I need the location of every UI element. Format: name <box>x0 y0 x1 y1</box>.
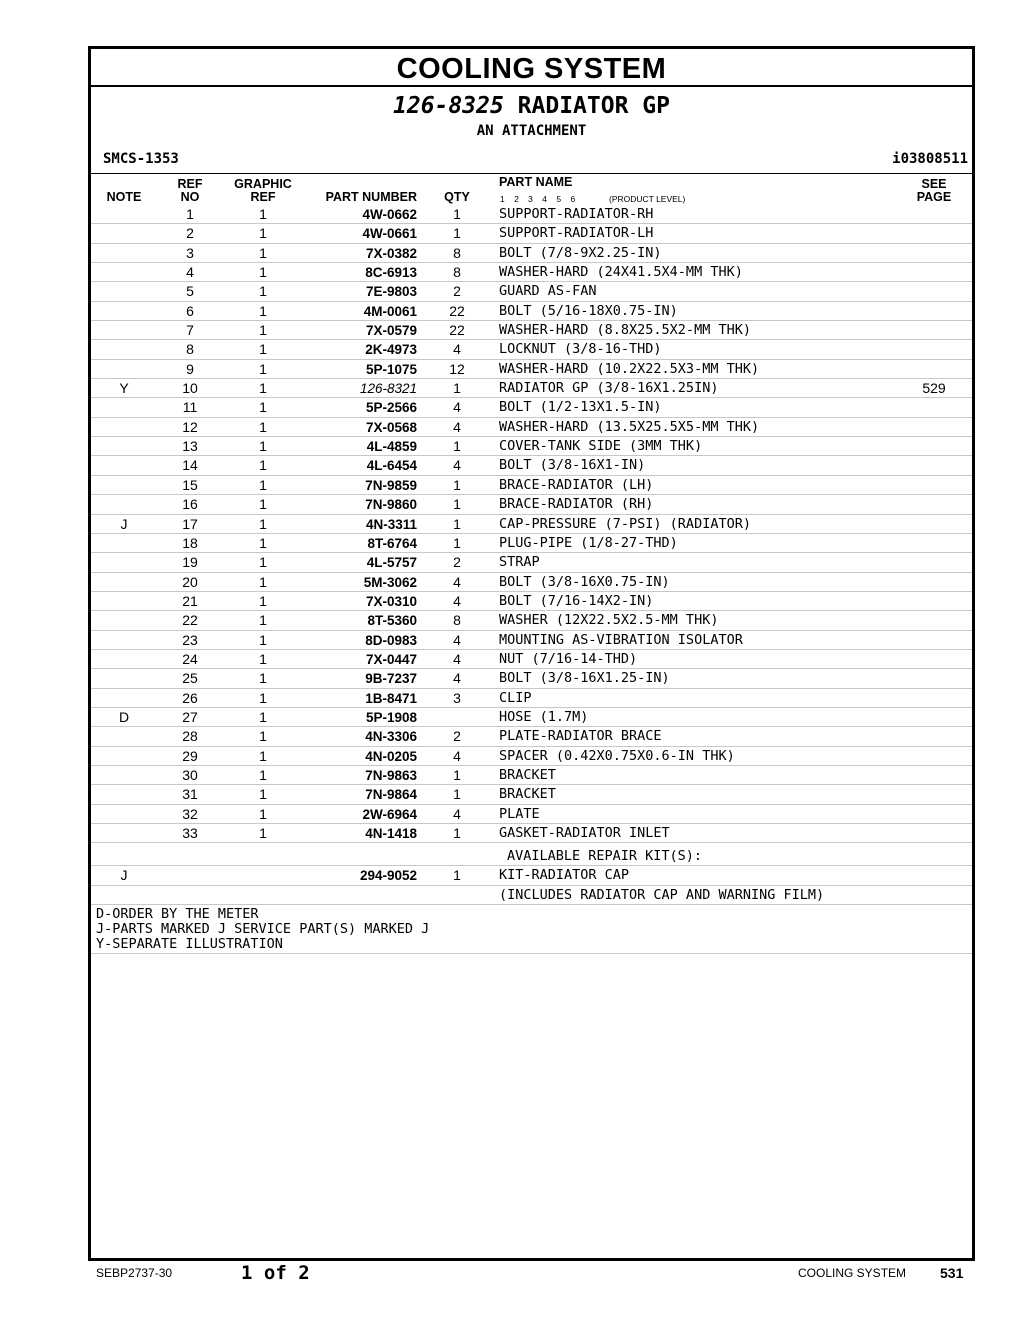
part-name-cell: BRACKET <box>499 786 556 803</box>
part-number-cell[interactable]: 7X-0579 <box>365 323 417 339</box>
part-name-cell: MOUNTING AS-VIBRATION ISOLATOR <box>499 631 743 648</box>
part-number-cell[interactable]: 5P-1908 <box>365 709 417 725</box>
col-product-level-nums: 1 2 3 4 5 6 <box>500 194 576 204</box>
part-number-cell[interactable]: 7X-0447 <box>365 651 417 667</box>
qty-cell: 1 <box>453 825 461 841</box>
part-name-cell: SUPPORT-RADIATOR-RH <box>499 206 654 222</box>
graphic-ref-cell: 1 <box>259 399 267 416</box>
part-number-cell[interactable]: 4N-3306 <box>365 729 417 745</box>
ref-no-cell: 24 <box>182 650 198 667</box>
table-row <box>91 437 972 456</box>
graphic-ref-cell: 1 <box>259 786 267 803</box>
ref-no-cell: 2 <box>186 225 194 242</box>
table-row <box>91 379 972 398</box>
qty-cell: 2 <box>453 554 461 571</box>
part-number-cell[interactable]: 7E-9803 <box>365 284 417 300</box>
qty-cell: 4 <box>453 592 461 609</box>
ref-no-cell: 10 <box>182 380 198 397</box>
part-number-cell[interactable]: 8T-5360 <box>367 613 417 629</box>
part-name-cell: RADIATOR GP (3/8-16X1.25IN) <box>499 380 719 397</box>
part-name-cell: BRACE-RADIATOR (RH) <box>499 496 654 513</box>
part-number-cell[interactable]: 8C-6913 <box>365 265 417 281</box>
part-number-cell[interactable]: 2W-6964 <box>362 806 417 822</box>
note-j: J-PARTS MARKED J SERVICE PART(S) MARKED J <box>96 921 430 938</box>
col-ref-top: REF <box>177 177 203 191</box>
part-number-cell[interactable]: 4N-1418 <box>365 826 417 841</box>
graphic-ref-cell: 1 <box>259 766 267 783</box>
graphic-ref-cell: 1 <box>259 670 267 687</box>
qty-cell: 22 <box>449 302 465 319</box>
graphic-ref-cell: 1 <box>259 592 267 609</box>
graphic-ref-cell: 1 <box>259 438 267 455</box>
graphic-ref-cell: 1 <box>259 650 267 667</box>
ref-no-cell: 25 <box>182 670 198 687</box>
table-row <box>91 398 972 417</box>
col-graphic-top: GRAPHIC <box>234 177 292 191</box>
ref-no-cell: 26 <box>182 689 198 706</box>
part-number-cell[interactable]: 4M-0061 <box>363 303 417 319</box>
qty-cell: 2 <box>453 728 461 745</box>
graphic-ref-cell: 1 <box>259 573 267 590</box>
header-divider <box>91 173 972 174</box>
graphic-ref-cell: 1 <box>259 515 267 532</box>
graphic-ref-cell: 1 <box>259 825 267 841</box>
table-row <box>91 282 972 301</box>
graphic-ref-cell: 1 <box>259 225 267 242</box>
table-row <box>91 495 972 514</box>
part-name-cell: CAP-PRESSURE (7-PSI) (RADIATOR) <box>499 515 751 532</box>
illustration-id: i03808511 <box>892 151 968 167</box>
table-row <box>91 340 972 359</box>
graphic-ref-cell: 1 <box>259 805 267 822</box>
part-number-cell[interactable]: 4W-0661 <box>362 226 417 242</box>
part-name-cell: SPACER (0.42X0.75X0.6-IN THK) <box>499 747 735 764</box>
col-graphic-bottom: REF <box>250 190 276 204</box>
part-name-cell: BOLT (7/16-14X2-IN) <box>499 592 654 609</box>
part-number-cell[interactable]: 4W-0662 <box>362 207 417 222</box>
repair-kit-includes: (INCLUDES RADIATOR CAP AND WARNING FILM) <box>499 886 825 903</box>
qty-cell: 1 <box>453 766 461 783</box>
repair-kit-qty: 1 <box>453 867 461 884</box>
parts-page-frame <box>88 46 975 1261</box>
repair-kit-part-number[interactable]: 294-9052 <box>359 868 417 884</box>
part-name-cell: CLIP <box>499 689 532 706</box>
qty-cell: 1 <box>453 786 461 803</box>
graphic-ref-cell: 1 <box>259 244 267 261</box>
table-row <box>91 418 972 437</box>
table-row <box>91 766 972 785</box>
ref-no-cell: 28 <box>182 728 198 745</box>
graphic-ref-cell: 1 <box>259 418 267 435</box>
section-title: COOLING SYSTEM <box>91 49 972 87</box>
ref-no-cell: 23 <box>182 631 198 648</box>
part-number-cell[interactable]: 1B-8471 <box>365 690 417 706</box>
part-name-cell: BRACKET <box>499 766 556 783</box>
part-name-cell: WASHER (12X22.5X2.5-MM THK) <box>499 612 719 629</box>
part-name-cell: WASHER-HARD (24X41.5X4-MM THK) <box>499 264 743 281</box>
smcs-code: SMCS-1353 <box>103 151 179 167</box>
ref-no-cell: 5 <box>186 283 194 300</box>
table-row <box>91 534 972 553</box>
graphic-ref-cell: 1 <box>259 534 267 551</box>
repair-kit-row <box>91 866 972 885</box>
col-ref-bottom: NO <box>180 190 200 204</box>
attachment-label: AN ATTACHMENT <box>476 123 587 139</box>
ref-no-cell: 11 <box>182 399 198 416</box>
footer-section: COOLING SYSTEM <box>798 1266 907 1280</box>
part-number-cell[interactable]: 7X-0382 <box>365 245 417 261</box>
repair-kit-name: KIT-RADIATOR CAP <box>499 867 630 884</box>
qty-cell: 1 <box>453 206 461 222</box>
part-name-cell: BRACE-RADIATOR (LH) <box>499 476 654 493</box>
ref-no-cell: 27 <box>182 708 198 725</box>
qty-cell: 1 <box>453 476 461 493</box>
graphic-ref-cell: 1 <box>259 457 267 474</box>
ref-no-cell: 32 <box>182 805 198 822</box>
graphic-ref-cell: 1 <box>259 206 267 222</box>
part-name-cell: NUT (7/16-14-THD) <box>499 650 638 667</box>
qty-cell: 4 <box>453 457 461 474</box>
parts-table <box>91 205 972 954</box>
table-row <box>91 727 972 746</box>
qty-cell: 1 <box>453 438 461 455</box>
qty-cell: 4 <box>453 631 461 648</box>
qty-cell: 12 <box>449 360 465 377</box>
part-number-cell[interactable]: 4L-6454 <box>366 458 417 474</box>
table-row <box>91 553 972 572</box>
footer-page-of: 1 of 2 <box>241 1262 310 1284</box>
part-number-cell[interactable]: 2K-4973 <box>365 342 417 358</box>
part-name-cell: COVER-TANK SIDE (3MM THK) <box>499 438 703 455</box>
part-name-cell: BOLT (5/16-18X0.75-IN) <box>499 302 678 319</box>
part-number-cell[interactable]: 4L-5757 <box>366 555 417 571</box>
part-number-cell[interactable]: 7N-9860 <box>365 497 417 513</box>
ref-no-cell: 20 <box>182 573 198 590</box>
part-number-cell[interactable]: 4L-4859 <box>366 439 417 455</box>
col-part-number: PART NUMBER <box>325 190 417 204</box>
group-number: 126-8325 <box>393 93 504 119</box>
part-name-cell: STRAP <box>499 554 540 571</box>
graphic-ref-cell: 1 <box>259 496 267 513</box>
part-name-cell: PLUG-PIPE (1/8-27-THD) <box>499 534 678 551</box>
part-name-cell: BOLT (7/8-9X2.25-IN) <box>499 244 662 261</box>
note-y: Y-SEPARATE ILLUSTRATION <box>96 936 283 953</box>
part-name-cell: BOLT (3/8-16X0.75-IN) <box>499 573 670 590</box>
table-row <box>91 244 972 263</box>
part-name-cell: WASHER-HARD (13.5X25.5X5-MM THK) <box>499 418 760 435</box>
ref-no-cell: 19 <box>182 554 198 571</box>
part-number-cell[interactable]: 5P-1075 <box>365 361 417 377</box>
graphic-ref-cell: 1 <box>259 728 267 745</box>
graphic-ref-cell: 1 <box>259 360 267 377</box>
qty-cell: 1 <box>453 515 461 532</box>
col-qty: QTY <box>444 190 470 204</box>
table-row <box>91 224 972 243</box>
ref-no-cell: 13 <box>182 438 198 455</box>
part-name-cell: WASHER-HARD (10.2X22.5X3-MM THK) <box>499 360 760 377</box>
qty-cell: 4 <box>453 650 461 667</box>
ref-no-cell: 1 <box>186 206 194 222</box>
part-number-cell[interactable]: 8T-6764 <box>367 535 417 551</box>
graphic-ref-cell: 1 <box>259 283 267 300</box>
qty-cell: 8 <box>453 244 461 261</box>
qty-cell: 4 <box>453 399 461 416</box>
qty-cell: 4 <box>453 573 461 590</box>
ref-no-cell: 18 <box>182 534 198 551</box>
see-page-cell[interactable]: 529 <box>922 380 946 397</box>
table-row <box>91 747 972 766</box>
ref-no-cell: 8 <box>186 341 194 358</box>
ref-no-cell: 3 <box>186 244 194 261</box>
part-number-cell[interactable]: 8D-0983 <box>365 632 417 648</box>
col-product-level: (PRODUCT LEVEL) <box>609 194 686 204</box>
footer-page-number: 531 <box>940 1265 964 1281</box>
graphic-ref-cell: 1 <box>259 708 267 725</box>
ref-no-cell: 17 <box>182 515 198 532</box>
qty-cell: 4 <box>453 670 461 687</box>
part-name-cell: HOSE (1.7M) <box>499 708 589 725</box>
ref-no-cell: 9 <box>186 360 194 377</box>
table-row <box>91 785 972 804</box>
graphic-ref-cell: 1 <box>259 302 267 319</box>
table-row <box>91 689 972 708</box>
ref-no-cell: 15 <box>182 476 198 493</box>
ref-no-cell: 6 <box>186 302 194 319</box>
note-d: D-ORDER BY THE METER <box>96 906 259 923</box>
notes-legend <box>91 905 972 954</box>
part-name-cell: BOLT (3/8-16X1.25-IN) <box>499 670 670 687</box>
part-name-cell: BOLT (3/8-16X1-IN) <box>499 457 646 474</box>
table-row <box>91 321 972 340</box>
ref-no-cell: 29 <box>182 747 198 764</box>
qty-cell: 4 <box>453 805 461 822</box>
part-name-cell: PLATE-RADIATOR BRACE <box>499 728 662 745</box>
part-number-cell[interactable]: 4N-3311 <box>365 516 417 532</box>
note-cell: Y <box>119 380 129 397</box>
table-row <box>91 302 972 321</box>
table-row <box>91 708 972 727</box>
note-cell: J <box>120 515 128 532</box>
table-row <box>91 573 972 592</box>
qty-cell: 4 <box>453 418 461 435</box>
qty-cell: 2 <box>453 283 461 300</box>
part-name-cell: GASKET-RADIATOR INLET <box>499 825 670 841</box>
ref-no-cell: 21 <box>182 592 198 609</box>
part-name-cell: WASHER-HARD (8.8X25.5X2-MM THK) <box>499 322 751 339</box>
col-see-bottom: PAGE <box>916 190 952 204</box>
col-part-name: PART NAME <box>499 175 573 189</box>
qty-cell: 1 <box>453 380 461 397</box>
graphic-ref-cell: 1 <box>259 322 267 339</box>
part-name-cell: PLATE <box>499 805 540 822</box>
table-row <box>91 456 972 475</box>
qty-cell: 22 <box>449 322 465 339</box>
table-row <box>91 360 972 379</box>
qty-cell: 1 <box>453 534 461 551</box>
ref-no-cell: 7 <box>186 322 194 339</box>
graphic-ref-cell: 1 <box>259 341 267 358</box>
ref-no-cell: 12 <box>182 418 198 435</box>
repair-kit-includes-row <box>91 886 972 905</box>
table-row <box>91 631 972 650</box>
ref-no-cell: 31 <box>182 786 198 803</box>
ref-no-cell: 4 <box>186 264 194 281</box>
group-name: RADIATOR GP <box>517 93 670 119</box>
part-name-cell: LOCKNUT (3/8-16-THD) <box>499 341 662 358</box>
part-number-cell[interactable]: 7N-9864 <box>365 787 417 803</box>
ref-no-cell: 14 <box>182 457 198 474</box>
part-number-cell[interactable]: 5M-3062 <box>363 574 417 590</box>
table-row <box>91 650 972 669</box>
group-title <box>91 93 972 119</box>
graphic-ref-cell: 1 <box>259 689 267 706</box>
part-number-cell[interactable]: 7N-9863 <box>365 767 417 783</box>
graphic-ref-cell: 1 <box>259 747 267 764</box>
table-row <box>91 669 972 688</box>
note-cell: D <box>118 708 130 725</box>
part-name-cell: BOLT (1/2-13X1.5-IN) <box>499 399 662 416</box>
qty-cell: 4 <box>453 341 461 358</box>
ref-no-cell: 33 <box>182 825 198 841</box>
graphic-ref-cell: 1 <box>259 612 267 629</box>
repair-kit-heading-row <box>91 843 972 866</box>
table-row <box>91 263 972 282</box>
part-number-cell[interactable]: 126-8321 <box>359 381 417 397</box>
graphic-ref-cell: 1 <box>259 264 267 281</box>
qty-cell: 3 <box>453 689 461 706</box>
ref-no-cell: 16 <box>182 496 198 513</box>
part-number-cell[interactable]: 7N-9859 <box>365 477 417 493</box>
repair-kit-note: J <box>120 867 128 884</box>
col-see-top: SEE <box>921 177 947 191</box>
part-name-cell: GUARD AS-FAN <box>499 283 597 300</box>
graphic-ref-cell: 1 <box>259 380 267 397</box>
qty-cell: 8 <box>453 612 461 629</box>
table-row <box>91 515 972 534</box>
graphic-ref-cell: 1 <box>259 476 267 493</box>
ref-no-cell: 30 <box>182 766 198 783</box>
qty-cell: 4 <box>453 747 461 764</box>
repair-kit-heading: AVAILABLE REPAIR KIT(S): <box>507 848 703 865</box>
table-row <box>91 824 972 843</box>
graphic-ref-cell: 1 <box>259 554 267 571</box>
part-number-cell[interactable]: 7X-0568 <box>365 419 417 435</box>
qty-cell: 1 <box>453 496 461 513</box>
part-number-cell[interactable]: 7X-0310 <box>365 593 417 609</box>
part-name-cell: SUPPORT-RADIATOR-LH <box>499 225 654 242</box>
table-row <box>91 476 972 495</box>
part-number-cell[interactable]: 5P-2566 <box>365 400 417 416</box>
ref-no-cell: 22 <box>182 612 198 629</box>
part-number-cell[interactable]: 9B-7237 <box>365 671 417 687</box>
part-number-cell[interactable]: 4N-0205 <box>365 748 417 764</box>
table-row <box>91 805 972 824</box>
table-row <box>91 205 972 224</box>
col-note: NOTE <box>106 190 142 204</box>
qty-cell: 1 <box>453 225 461 242</box>
qty-cell: 8 <box>453 264 461 281</box>
table-row <box>91 592 972 611</box>
table-row <box>91 611 972 630</box>
footer-doc-id: SEBP2737-30 <box>96 1266 173 1280</box>
graphic-ref-cell: 1 <box>259 631 267 648</box>
